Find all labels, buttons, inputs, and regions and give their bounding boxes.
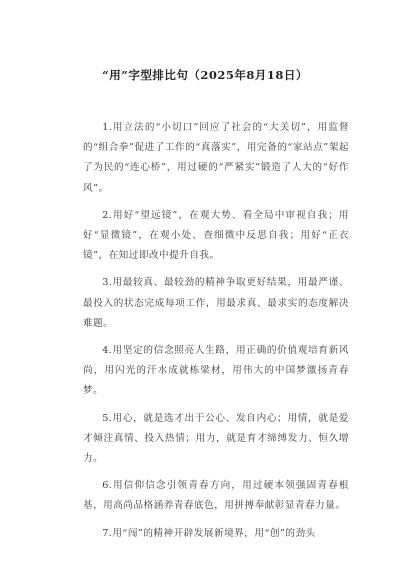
paragraph-3: 3.用最较真、最较劲的精神争取更好结果，用最严谨、最投入的状态完成每项工作，用最求真、最求实的态度解决难题。 <box>83 277 349 329</box>
paragraph-6: 6.用信仰信念引领青春方向，用过硬本领强固青春根基，用高尚品格涵养青春底色，用拼搏奉献彰显青春力量。 <box>83 480 349 512</box>
document-title: “用”字型排比句（2025年8月18日） <box>102 68 308 82</box>
document-body <box>83 118 349 551</box>
paragraph-5: 5.用心，就是选才出于公心、发自内心；用情，就是爱才倾注真情、投入热情；用力，就是育才缔缚发力、恒久增力。 <box>83 412 349 465</box>
paragraph-4: 4.用坚定的信念照亮人生路，用正确的价值观培育新风尚，用闪光的汗水成就栋梁材，用伟大的中国梦激扬青春梦。 <box>83 345 349 397</box>
paragraph-2: 2.用好“望远镜”，在观大势、看全局中审视自我；用好“显微镜”，在观小处、查细微中反思自我；用好“正衣镜”，在知过即改中提升自我。 <box>83 209 349 262</box>
paragraph-1: 1.用立法的“小切口”回应了社会的“大关切”，用监督的“组合拳”促进了工作的“真落实”，用完备的“家站点”架起了为民的“连心桥”，用过硬的“严紧实”锻造了人大的“好作风”。 <box>83 122 349 194</box>
paragraph-7: 7.用“闯”的精神开辟发展新境界，用“创”的劲头 <box>102 527 316 539</box>
